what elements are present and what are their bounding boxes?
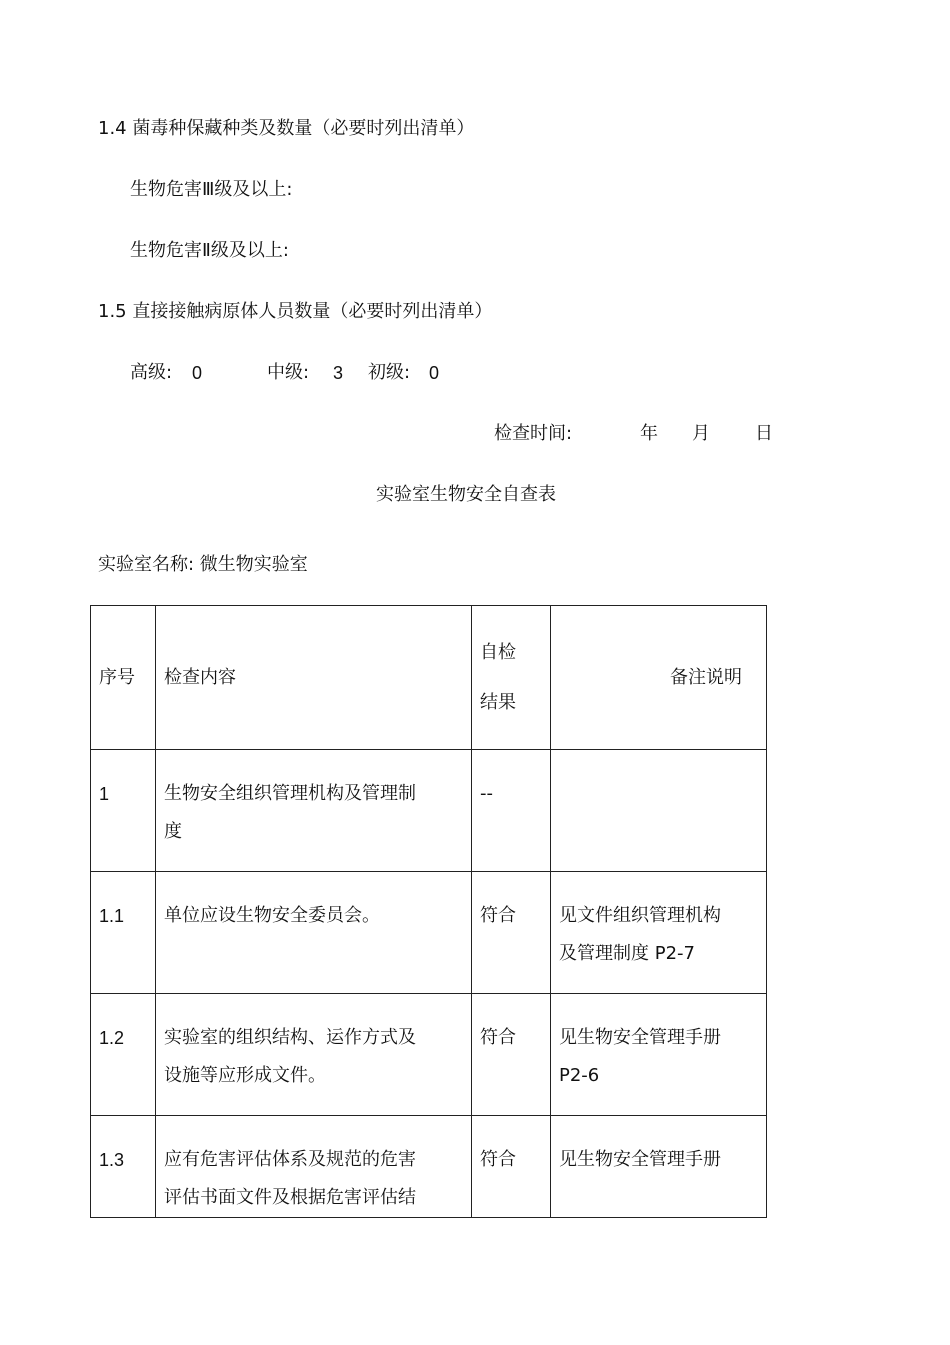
row-note-line1: 见生物安全管理手册 xyxy=(559,1149,721,1170)
row-content-line1: 应有危害评估体系及规范的危害 xyxy=(164,1149,416,1170)
middle-value: 3 xyxy=(333,363,344,383)
row-content-line1: 实验室的组织结构、运作方式及 xyxy=(164,1027,416,1048)
senior-label: 高级: xyxy=(130,362,173,383)
middle-label: 中级: xyxy=(267,362,310,383)
row-note xyxy=(551,994,767,1116)
row-note-line1: 见文件组织管理机构 xyxy=(559,905,721,926)
check-time-day: 日 xyxy=(755,423,773,444)
section-1-4-heading: 1.4 菌毒种保藏种类及数量（必要时列出清单） xyxy=(98,118,475,139)
header-result-line1: 自检 xyxy=(480,641,516,663)
table-row xyxy=(91,750,767,872)
row-seq: 1.2 xyxy=(91,994,156,1116)
junior-label: 初级: xyxy=(368,362,411,383)
header-result-line2: 结果 xyxy=(480,691,516,713)
header-result xyxy=(472,606,551,750)
row-note xyxy=(551,1116,767,1218)
row-content xyxy=(156,750,472,872)
senior-value: 0 xyxy=(192,363,203,383)
table-row xyxy=(91,872,767,994)
row-content xyxy=(156,1116,472,1218)
row-result: 符合 xyxy=(472,1116,551,1218)
row-seq: 1.3 xyxy=(91,1116,156,1218)
check-time-label: 检查时间: xyxy=(494,423,573,444)
row-content-line2: 度 xyxy=(164,821,182,842)
hazard-level-2-label: 生物危害Ⅱ级及以上: xyxy=(130,240,289,261)
table-header-row xyxy=(91,606,767,750)
self-check-table xyxy=(90,605,767,1218)
header-seq: 序号 xyxy=(91,606,156,750)
row-result: 符合 xyxy=(472,872,551,994)
row-note xyxy=(551,872,767,994)
table-row xyxy=(91,1116,767,1218)
row-result: -- xyxy=(472,750,551,872)
check-time-month: 月 xyxy=(692,423,710,444)
row-note-line2: 及管理制度 P2-7 xyxy=(559,943,695,964)
row-content-line1: 单位应设生物安全委员会。 xyxy=(164,905,380,926)
row-note xyxy=(551,750,767,872)
row-note-line1: 见生物安全管理手册 xyxy=(559,1027,721,1048)
check-time-year: 年 xyxy=(640,423,658,444)
table-row xyxy=(91,994,767,1116)
row-content-line2: 设施等应形成文件。 xyxy=(164,1065,326,1086)
junior-value: 0 xyxy=(429,363,440,383)
row-content xyxy=(156,994,472,1116)
row-content-line2: 评估书面文件及根据危害评估结 xyxy=(164,1187,416,1208)
row-content xyxy=(156,872,472,994)
header-content: 检查内容 xyxy=(156,606,472,750)
row-seq: 1.1 xyxy=(91,872,156,994)
row-content-line1: 生物安全组织管理机构及管理制 xyxy=(164,783,416,804)
lab-name: 实验室名称: 微生物实验室 xyxy=(98,554,308,575)
row-result: 符合 xyxy=(472,994,551,1116)
header-note: 备注说明 xyxy=(551,606,767,750)
row-seq: 1 xyxy=(91,750,156,872)
row-note-line2: P2-6 xyxy=(559,1065,600,1086)
hazard-level-3-label: 生物危害Ⅲ级及以上: xyxy=(130,179,293,200)
form-title: 实验室生物安全自查表 xyxy=(376,484,556,505)
section-1-5-heading: 1.5 直接接触病原体人员数量（必要时列出清单） xyxy=(98,301,493,322)
